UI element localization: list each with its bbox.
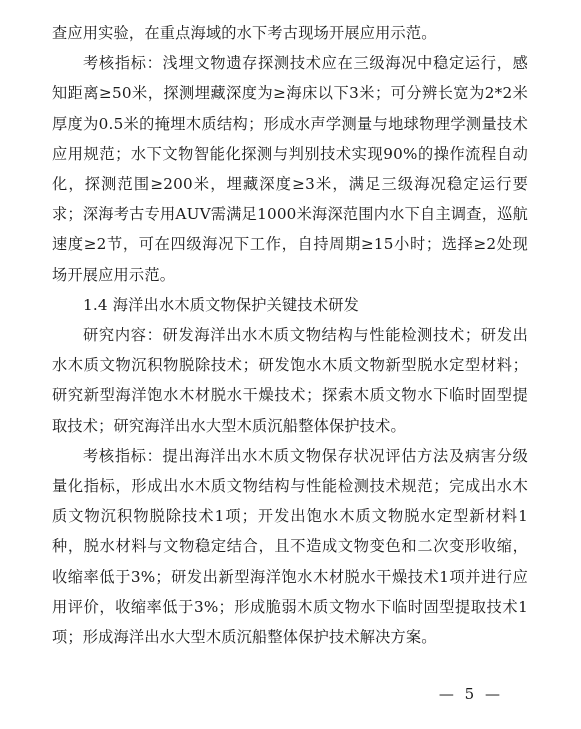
paragraph-continuation: 查应用实验，在重点海域的水下考古现场开展应用示范。 bbox=[52, 24, 437, 42]
document-body bbox=[52, 18, 528, 652]
paragraph-assessment-indicators: 考核指标：浅埋文物遗存探测技术应在三级海况中稳定运行，感知距离≥50米，探测埋藏深度为≥海床以下3米；可分辨长宽为2*2米厚度为0.5米的掩埋木质结构；形成水声学测量与地球物理学测量技术应用规范；水下文物智能化探测与判别技术实现90%的操作流程自动化，探测范围≥200米，埋藏深度≥3米，满足三级海况稳定运行要求；深海考古专用AUV需满足1000米海深范围内水下自主调查，巡航速度≥2节，可在四级海况下工作，自持周期≥15小时；选择≥2处现场开展应用示范。 bbox=[52, 54, 528, 284]
section-heading: 1.4 海洋出水木质文物保护关键技术研发 bbox=[83, 295, 359, 314]
page-number: — 5 — bbox=[438, 685, 503, 703]
paragraph-research-content: 研究内容：研发海洋出水木质文物结构与性能检测技术；研发出水木质文物沉积物脱除技术；研发饱水木质文物新型脱水定型材料；研究新型海洋饱水木材脱水干燥技术；探索木质文物水下临时固型提取技术；研究海洋出水大型木质沉船整体保护技术。 bbox=[52, 326, 528, 435]
paragraph-section-assessment-indicators: 考核指标：提出海洋出水木质文物保存状况评估方法及病害分级量化指标，形成出水木质文物结构与性能检测技术规范；完成出水木质文物沉积物脱除技术1项；开发出饱水木质文物脱水定型新材料1种，脱水材料与文物稳定结合，且不造成文物变色和二次变形收缩，收缩率低于3%；研发出新型海洋饱水木材脱水干燥技术1项并进行应用评价，收缩率低于3%；形成脆弱木质文物水下临时固型提取技术1项；形成海洋出水大型木质沉船整体保护技术解决方案。 bbox=[52, 446, 528, 647]
